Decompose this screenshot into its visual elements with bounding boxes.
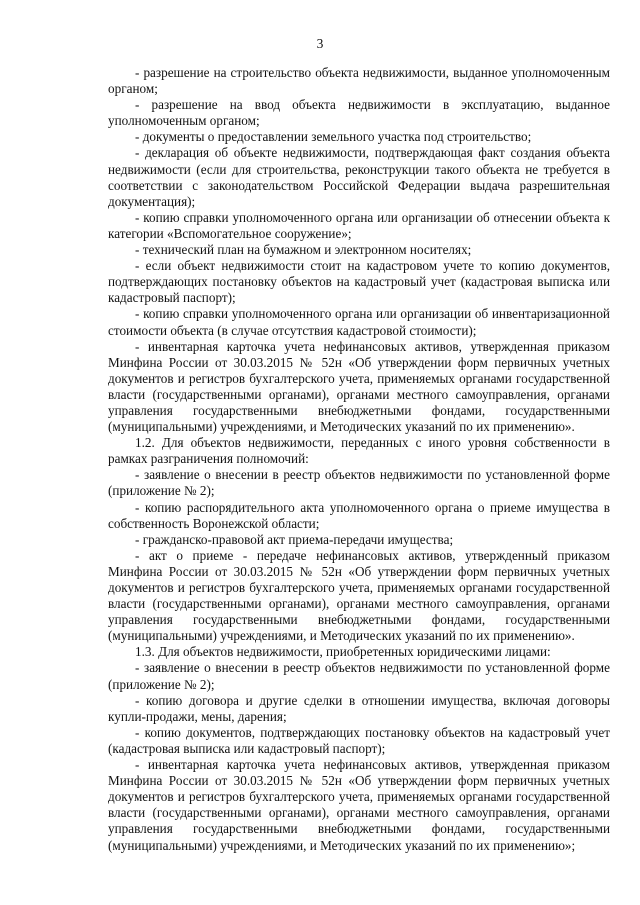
list-item-contract-copy: - копию договора и другие сделки в отношении имущества, включая договоры купли-продажи, мены, дарения; xyxy=(108,692,610,724)
list-item-technical-plan: - технический план на бумажном и электронном носителях; xyxy=(135,242,472,258)
list-item-cadastral-registration-documents: - копию документов, подтверждающих постановку объектов на кадастровый учет (кадастровая выписка или кадастровый паспорт); xyxy=(108,724,610,756)
list-item-building-permit: - разрешение на строительство объекта недвижимости, выданное уполномоченным органом; xyxy=(108,65,610,97)
list-item-administrative-act: - копию распорядительного акта уполномоченного органа о приеме имущества в собственность Воронежской области; xyxy=(108,499,610,531)
document-body xyxy=(108,65,610,854)
list-item-commissioning-permit: - разрешение на ввод объекта недвижимости в эксплуатацию, выданное уполномоченным органом; xyxy=(108,97,610,129)
list-item-inventory-card: - инвентарная карточка учета нефинансовых активов, утвержденная приказом Минфина России от 30.03.2015 № 52н «Об утверждении форм первичных учетных документов и регистров бухгалтерского учета, применяемых органами государственной власти (государственными органами), органами местного самоуправления, органами управления государственными внебюджетными фондами, государственными (муниципальными) учреждениями, и Методических указаний по их применению». xyxy=(108,338,610,435)
list-item-auxiliary-structure-certificate: - копию справки уполномоченного органа или организации об отнесении объекта к категории «Вспомогательное сооружение»; xyxy=(108,209,610,241)
section-1-2-heading: 1.2. Для объектов недвижимости, переданных с иного уровня собственности в рамках разграничения полномочий: xyxy=(108,435,610,467)
list-item-acceptance-act: - акт о приеме - передаче нефинансовых активов, утвержденный приказом Минфина России от 30.03.2015 № 52н «Об утверждении форм первичных учетных документов и регистров бухгалтерского учета, применяемых органами государственной власти (государственными органами), органами местного самоуправления, органами управления государственными внебюджетными фондами, государственными (муниципальными) учреждениями, и Методических указаний по их применению». xyxy=(108,547,610,644)
list-item-declaration: - декларация об объекте недвижимости, подтверждающая факт создания объекта недвижимости (если для строительства, реконструкции такого объекта не требуется в соответствии с законодательством Российской Федерации выдача разрешительная документация); xyxy=(108,145,610,209)
page-number: 3 xyxy=(316,36,324,51)
list-item-inventory-value-certificate: - копию справки уполномоченного органа или организации об инвентаризационной стоимости объекта (в случае отсутствия кадастровой стоимости); xyxy=(108,306,610,338)
list-item-transfer-act: - гражданско-правовой акт приема-передачи имущества; xyxy=(135,531,454,547)
list-item-registry-application: - заявление о внесении в реестр объектов недвижимости по установленной форме (приложение № 2); xyxy=(108,467,610,499)
list-item-inventory-card: - инвентарная карточка учета нефинансовых активов, утвержденная приказом Минфина России от 30.03.2015 № 52н «Об утверждении форм первичных учетных документов и регистров бухгалтерского учета, применяемых органами государственной власти (государственными органами), органами местного самоуправления, органами управления государственными внебюджетными фондами, государственными (муниципальными) учреждениями, и Методических указаний по их применению»; xyxy=(108,757,610,853)
list-item-registry-application: - заявление о внесении в реестр объектов недвижимости по установленной форме (приложение № 2); xyxy=(108,660,610,692)
section-1-3-heading: 1.3. Для объектов недвижимости, приобретенных юридическими лицами: xyxy=(135,644,551,660)
list-item-land-plot-documents: - документы о предоставлении земельного участка под строительство; xyxy=(135,129,532,145)
list-item-cadastral-documents: - если объект недвижимости стоит на кадастровом учете то копию документов, подтверждающих постановку объектов на кадастровый учет (кадастровая выписка или кадастровый паспорт); xyxy=(108,258,610,306)
